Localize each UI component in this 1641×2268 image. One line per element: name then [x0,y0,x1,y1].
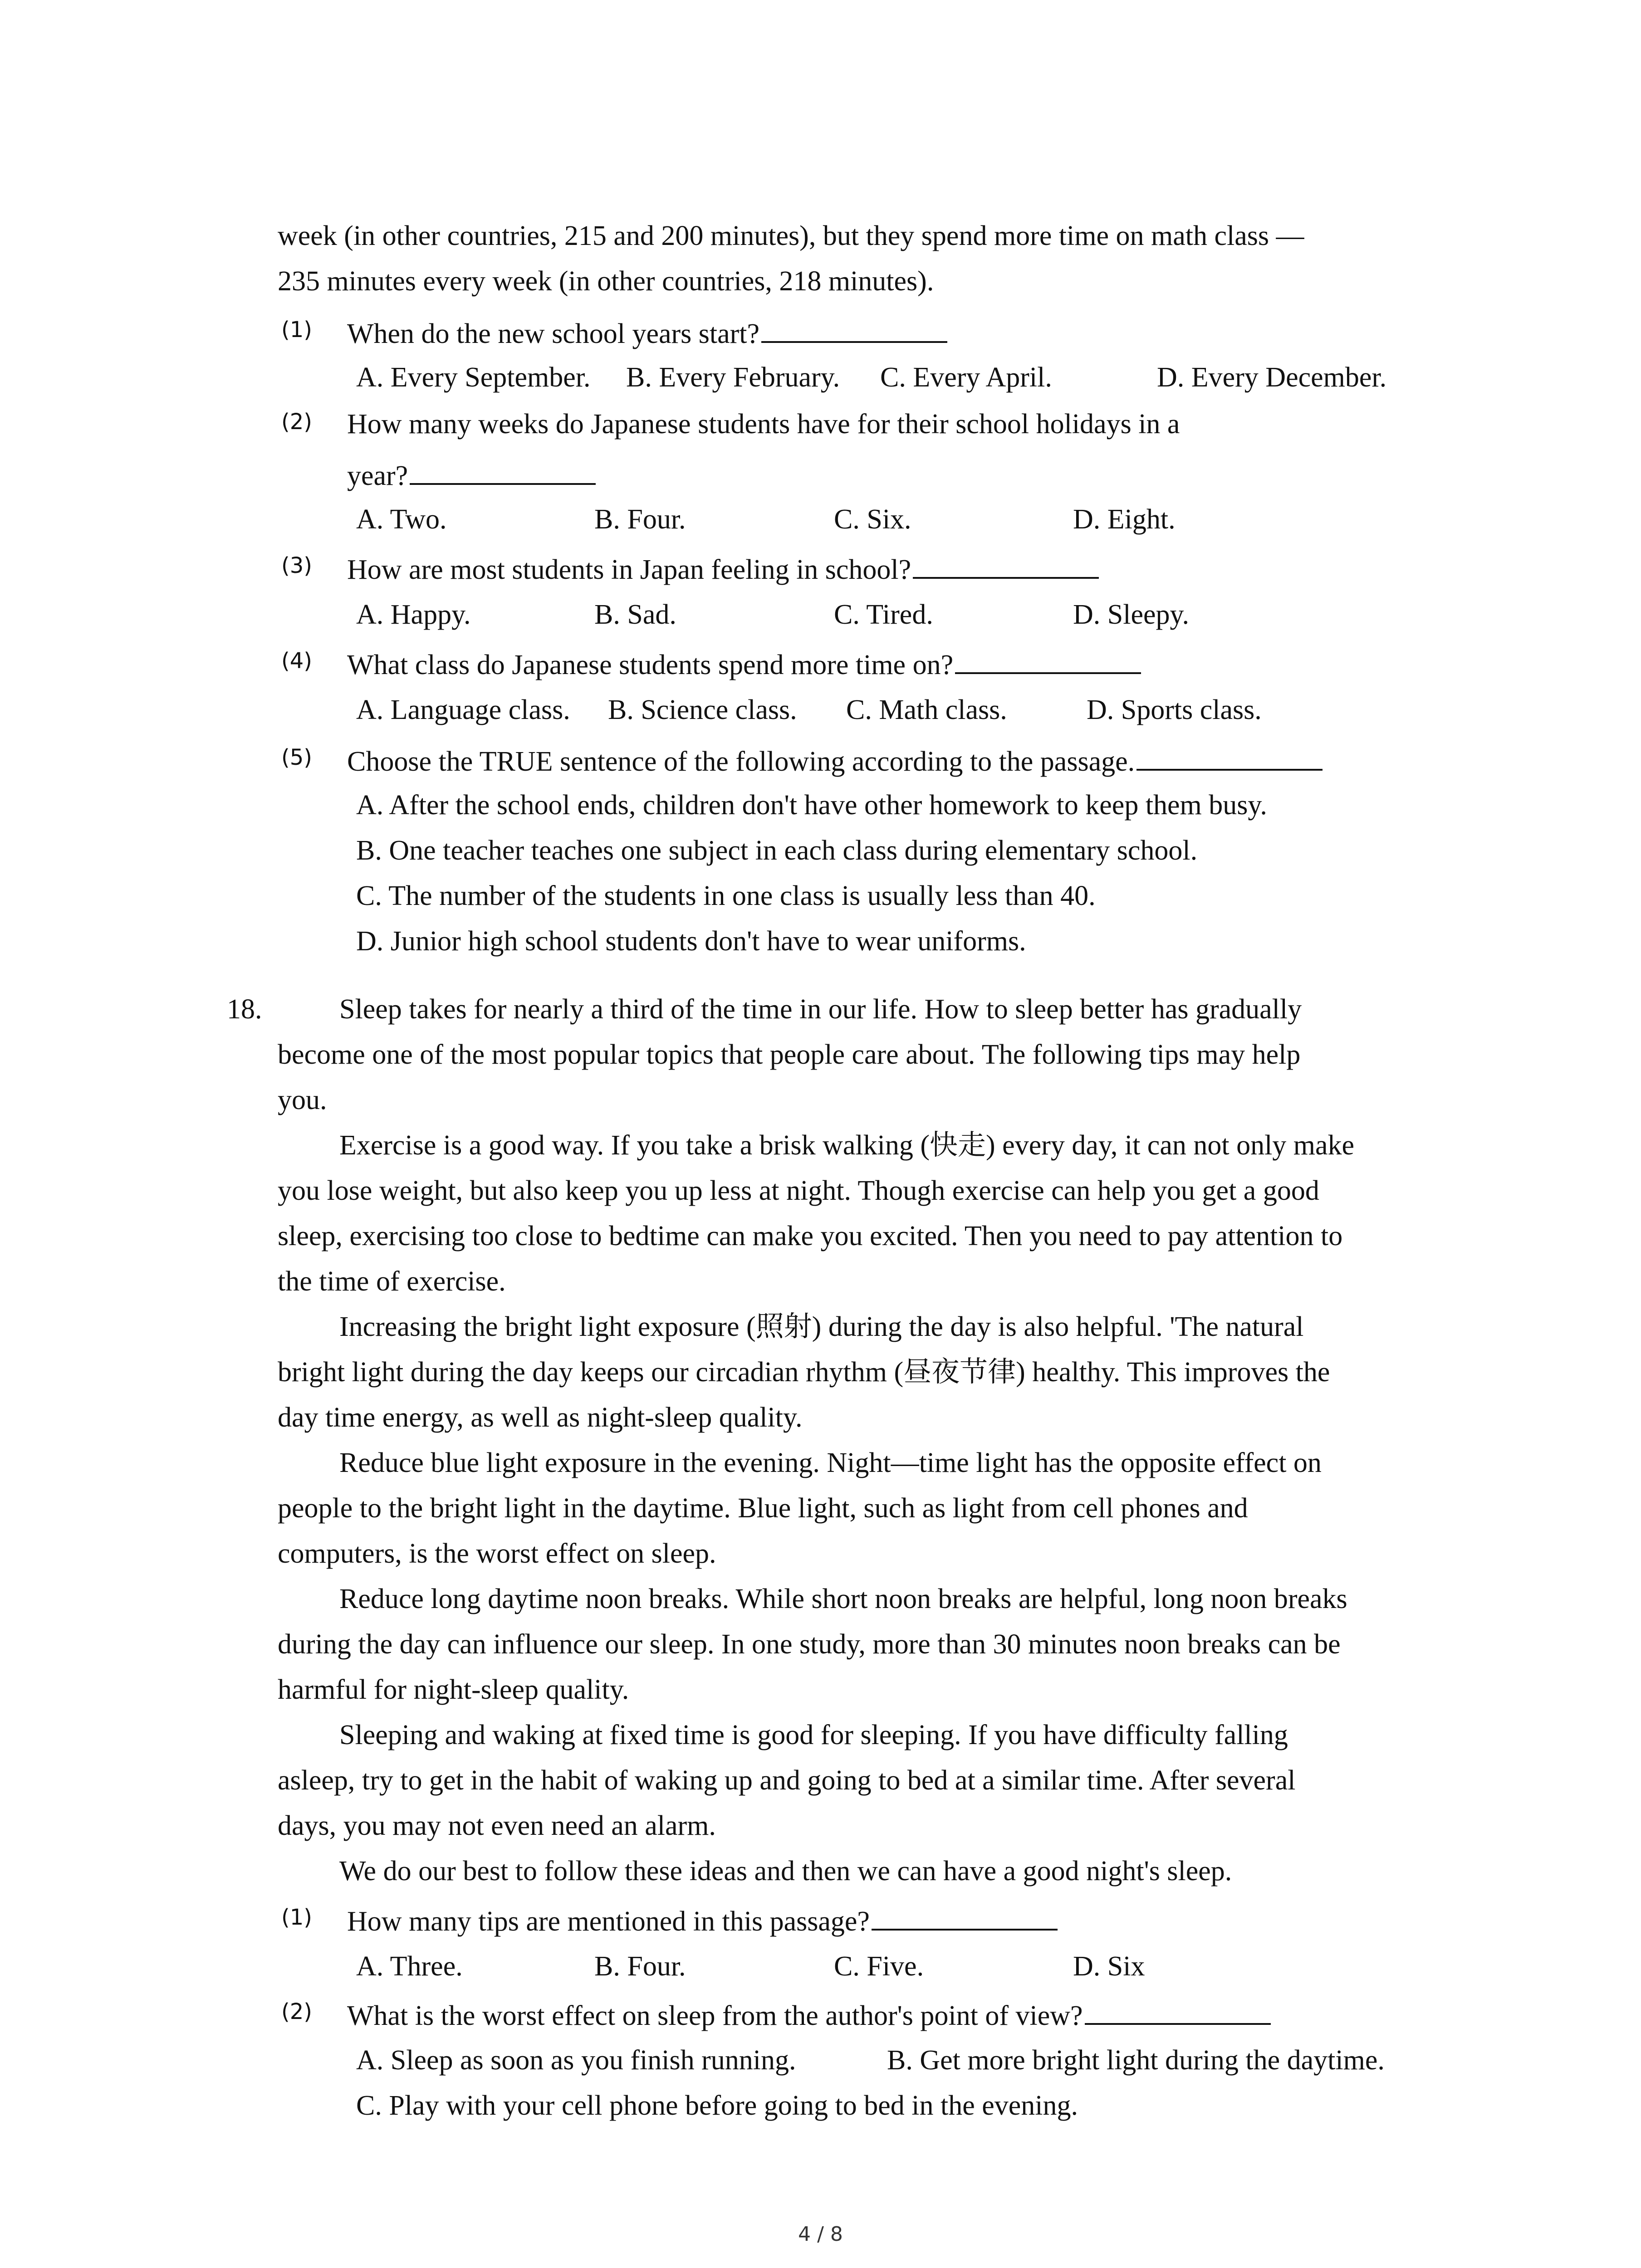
option[interactable]: A. Two. [356,504,447,535]
passage-line: Sleep takes for nearly a third of the time in our life. How to sleep better has gradually [339,994,1302,1025]
option[interactable]: B. Four. [594,504,686,535]
question-text: How many weeks do Japanese students have for their school holidays in a [347,409,1180,440]
question-text: How are most students in Japan feeling in school? [347,549,1099,589]
option[interactable]: C. Six. [834,504,911,535]
passage-line: We do our best to follow these ideas and then we can have a good night's sleep. [339,1856,1232,1887]
answer-blank[interactable] [410,455,596,485]
option[interactable]: B. Science class. [608,694,797,725]
question-text: year? [347,455,596,495]
option[interactable]: A. Every September. [356,362,591,393]
option[interactable]: C. Math class. [846,694,1007,725]
passage-line: during the day can influence our sleep. In one study, more than 30 minutes noon breaks can be [278,1629,1341,1660]
passage-line: you. [278,1085,327,1115]
passage-line: Reduce long daytime noon breaks. While short noon breaks are helpful, long noon breaks [339,1584,1347,1614]
passage-line: 235 minutes every week (in other countries, 218 minutes). [278,266,934,297]
question-number: (2) [281,409,312,435]
question-number: (1) [281,317,312,342]
question-number: (4) [281,648,312,674]
option[interactable]: C. Five. [834,1951,924,1982]
question-number: (2) [281,1999,312,2024]
option[interactable]: C. Play with your cell phone before going to bed in the evening. [356,2090,1078,2121]
option[interactable]: D. Sleepy. [1073,599,1189,630]
passage-line: people to the bright light in the daytime. Blue light, such as light from cell phones and [278,1493,1248,1524]
passage-line: harmful for night-sleep quality. [278,1674,629,1705]
answer-blank[interactable] [761,313,947,343]
section-number: 18. [227,994,262,1025]
passage-line: Sleeping and waking at fixed time is good for sleeping. If you have difficulty falling [339,1720,1288,1750]
option[interactable]: D. Eight. [1073,504,1176,535]
question-number: (5) [281,745,312,770]
option[interactable]: A. Language class. [356,694,570,725]
answer-blank[interactable] [913,549,1099,579]
passage-line: become one of the most popular topics that people care about. The following tips may help [278,1039,1301,1070]
passage-line: computers, is the worst effect on sleep. [278,1538,716,1569]
option[interactable]: B. Every February. [626,362,840,393]
answer-blank[interactable] [955,644,1141,674]
passage-line: sleep, exercising too close to bedtime can make you excited. Then you need to pay attention to [278,1221,1343,1251]
page-number: 4 / 8 [798,2223,843,2246]
question-text: Choose the TRUE sentence of the following according to the passage. [347,741,1323,781]
option[interactable]: D. Sports class. [1087,694,1262,725]
question-text: What is the worst effect on sleep from the author's point of view? [347,1995,1271,2035]
passage-line: bright light during the day keeps our circadian rhythm (昼夜节律) healthy. This improves the [278,1357,1330,1388]
option[interactable]: A. Three. [356,1951,463,1982]
option[interactable]: D. Junior high school students don't have to wear uniforms. [356,926,1026,957]
option[interactable]: B. Four. [594,1951,686,1982]
option[interactable]: D. Six [1073,1951,1145,1982]
question-text: What class do Japanese students spend more time on? [347,644,1141,684]
passage-line: asleep, try to get in the habit of waking up and going to bed at a similar time. After several [278,1765,1296,1796]
passage-line: you lose weight, but also keep you up less at night. Though exercise can help you get a good [278,1175,1319,1206]
passage-line: week (in other countries, 215 and 200 minutes), but they spend more time on math class — [278,220,1304,251]
option[interactable]: A. After the school ends, children don't have other homework to keep them busy. [356,790,1267,821]
passage-line: day time energy, as well as night-sleep quality. [278,1402,803,1433]
option[interactable]: C. Every April. [880,362,1052,393]
option[interactable]: A. Sleep as soon as you finish running. [356,2045,796,2076]
option[interactable]: B. Sad. [594,599,676,630]
option[interactable]: A. Happy. [356,599,471,630]
question-number: (3) [281,553,312,578]
option[interactable]: D. Every December. [1157,362,1387,393]
passage-line: days, you may not even need an alarm. [278,1810,716,1841]
option[interactable]: C. Tired. [834,599,933,630]
question-text: How many tips are mentioned in this passage? [347,1901,1058,1941]
answer-blank[interactable] [1136,741,1323,771]
passage-line: Increasing the bright light exposure (照射) during the day is also helpful. 'The natural [339,1311,1304,1342]
option[interactable]: C. The number of the students in one class is usually less than 40. [356,880,1096,911]
answer-blank[interactable] [872,1901,1058,1931]
passage-line: the time of exercise. [278,1266,506,1297]
answer-blank[interactable] [1085,1995,1271,2025]
passage-line: Reduce blue light exposure in the evening. Night—time light has the opposite effect on [339,1447,1322,1478]
question-number: (1) [281,1905,312,1930]
option[interactable]: B. Get more bright light during the daytime. [887,2045,1385,2076]
option[interactable]: B. One teacher teaches one subject in each class during elementary school. [356,835,1198,866]
question-text: When do the new school years start? [347,313,947,353]
passage-line: Exercise is a good way. If you take a brisk walking (快走) every day, it can not only make [339,1130,1355,1161]
